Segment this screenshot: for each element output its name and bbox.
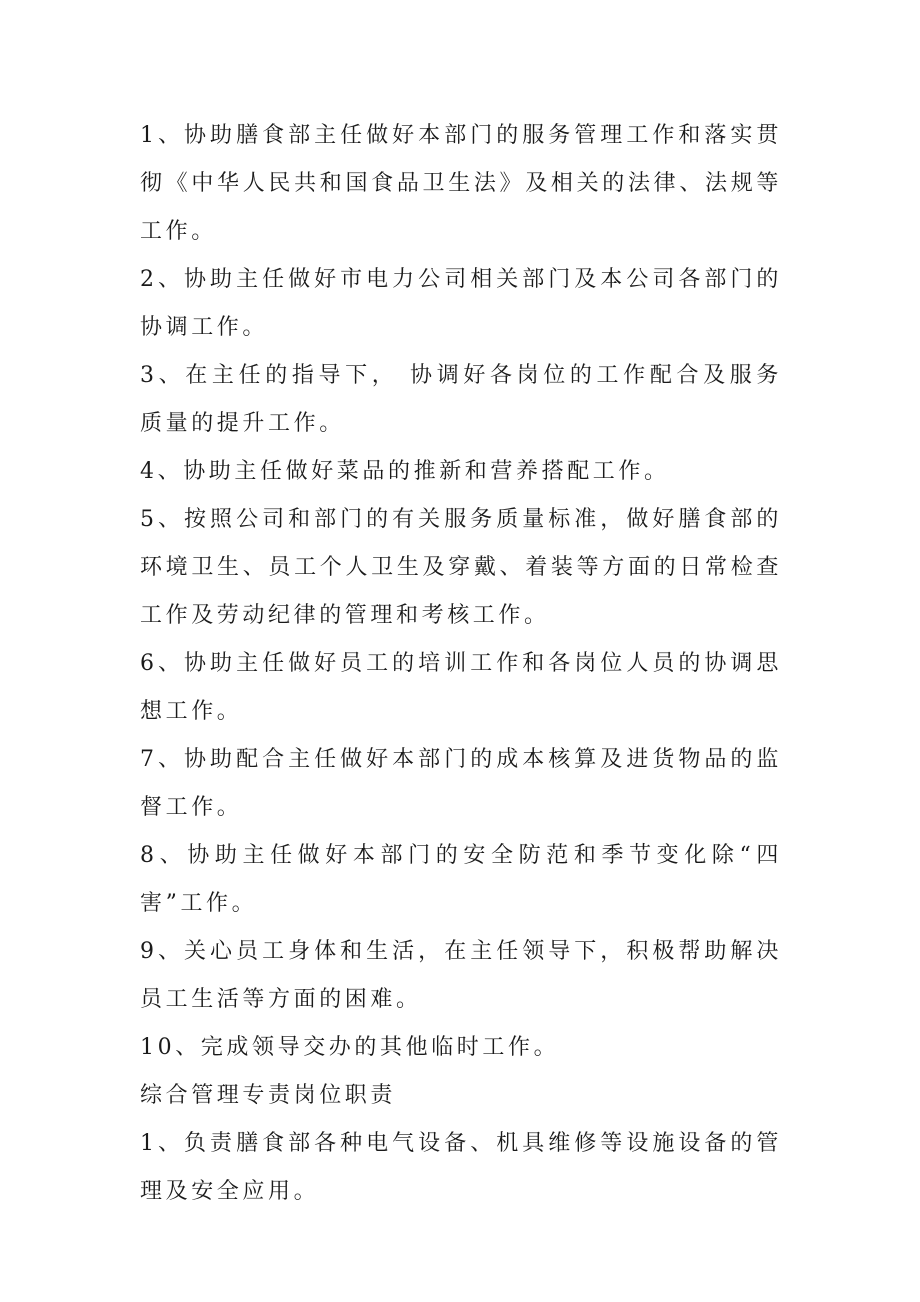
duty-item-8: 8、协助主任做好本部门的安全防范和季节变化除“四害”工作。 (140, 843, 782, 916)
duty-item-6: 6、协助主任做好员工的培训工作和各岗位人员的协调思想工作。 (140, 651, 782, 724)
duty-item-3: 3、在主任的指导下， 协调好各岗位的工作配合及服务质量的提升工作。 (140, 363, 782, 436)
duty-item-10: 10、完成领导交办的其他临时工作。 (140, 1035, 560, 1060)
section-duty-item-1: 1、负责膳食部各种电气设备、机具维修等设施设备的管理及安全应用。 (140, 1131, 782, 1204)
document-body (140, 112, 782, 1216)
duty-item-7: 7、协助配合主任做好本部门的成本核算及进货物品的监督工作。 (140, 747, 782, 820)
duty-item-2: 2、协助主任做好市电力公司相关部门及本公司各部门的协调工作。 (140, 267, 782, 340)
section-heading: 综合管理专责岗位职责 (140, 1083, 397, 1108)
duty-item-1: 1、协助膳食部主任做好本部门的服务管理工作和落实贯彻《中华人民共和国食品卫生法》及相关的法律、法规等工作。 (140, 123, 782, 244)
duty-item-4: 4、协助主任做好菜品的推新和营养搭配工作。 (140, 459, 670, 484)
duty-item-5: 5、按照公司和部门的有关服务质量标准，做好膳食部的环境卫生、员工个人卫生及穿戴、着装等方面的日常检查工作及劳动纪律的管理和考核工作。 (140, 507, 782, 628)
duty-item-9: 9、关心员工身体和生活，在主任领导下，积极帮助解决员工生活等方面的困难。 (140, 939, 782, 1012)
